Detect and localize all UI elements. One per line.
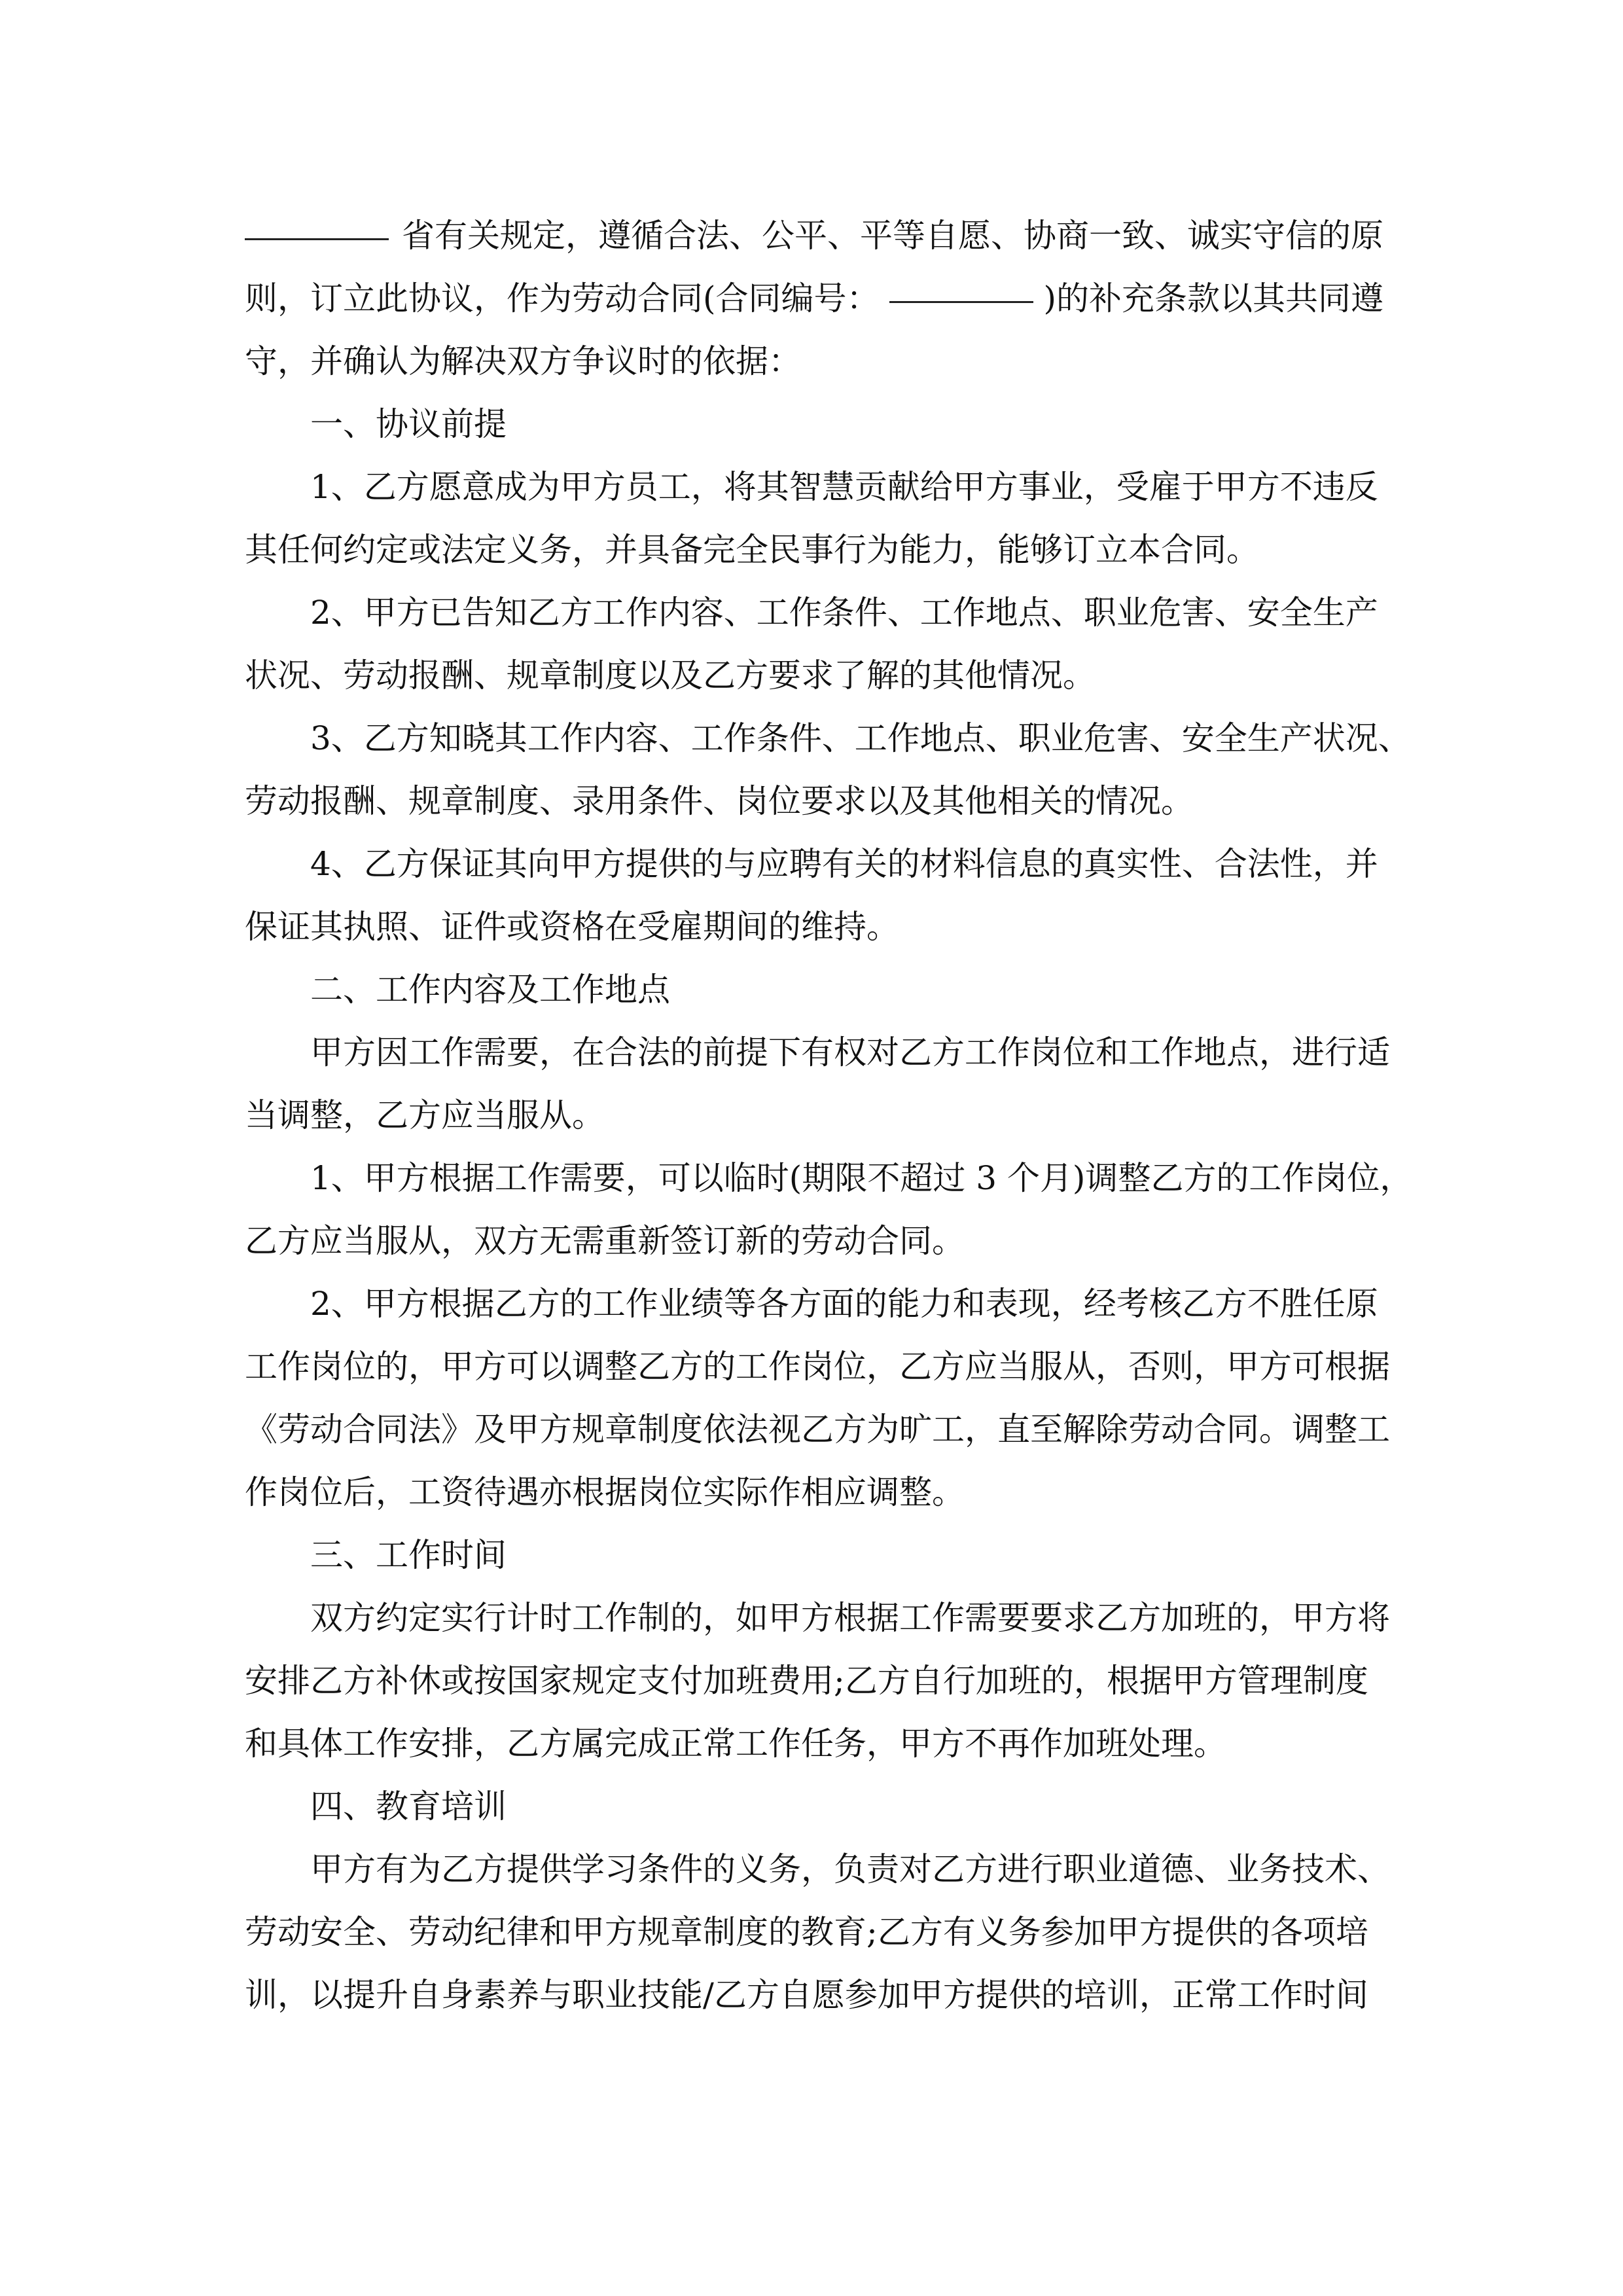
- text-line: 甲方有为乙方提供学习条件的义务，负责对乙方进行职业道德、业务技术、: [310, 1850, 1390, 1888]
- text-line: 1、甲方根据工作需要，可以临时(期限不超过 3 个月)调整乙方的工作岗位，: [310, 1159, 1413, 1197]
- text-line: 1、乙方愿意成为甲方员工，将其智慧贡献给甲方事业，受雇于甲方不违反: [310, 468, 1378, 506]
- text-line: 当调整，乙方应当服从。: [245, 1096, 605, 1134]
- text-line: 训，以提升自身素养与职业技能/乙方自愿参加甲方提供的培训，正常工作时间: [245, 1976, 1368, 2014]
- text-line: [245, 267, 1383, 330]
- blank-field-province[interactable]: [245, 204, 389, 240]
- text-line: 保证其执照、证件或资格在受雇期间的维持。: [245, 908, 899, 946]
- text-line: 作岗位后，工资待遇亦根据岗位实际作相应调整。: [245, 1473, 965, 1511]
- text-line: 状况、劳动报酬、规章制度以及乙方要求了解的其他情况。: [245, 656, 1096, 694]
- text-segment: 守，并确认为解决双方争议时的依据：: [245, 342, 801, 380]
- blank-field-contract-number[interactable]: [889, 267, 1033, 303]
- text-line: 劳动安全、劳动纪律和甲方规章制度的教育;乙方有义务参加甲方提供的各项培: [245, 1913, 1368, 1951]
- text-line: 和具体工作安排，乙方属完成正常工作任务，甲方不再作加班处理。: [245, 1725, 1226, 1763]
- text-line: 双方约定实行计时工作制的，如甲方根据工作需要要求乙方加班的，甲方将: [310, 1599, 1390, 1637]
- text-line: 2、甲方根据乙方的工作业绩等各方面的能力和表现，经考核乙方不胜任原: [310, 1285, 1378, 1323]
- text-line: 2、甲方已告知乙方工作内容、工作条件、工作地点、职业危害、安全生产: [310, 594, 1378, 632]
- text-line: [245, 204, 1383, 267]
- text-line: 甲方因工作需要，在合法的前提下有权对乙方工作岗位和工作地点，进行适: [310, 1033, 1390, 1071]
- text-segment: 则，订立此协议，作为劳动合同(合同编号：: [245, 279, 880, 317]
- section-heading: 二、工作内容及工作地点: [310, 971, 670, 1009]
- section-heading: 四、教育培训: [310, 1787, 507, 1825]
- text-line: 其任何约定或法定义务，并具备完全民事行为能力，能够订立本合同。: [245, 531, 1259, 569]
- text-line: 3、乙方知晓其工作内容、工作条件、工作地点、职业危害、安全生产状况、: [310, 719, 1411, 757]
- text-line: [245, 330, 1383, 393]
- text-line: 4、乙方保证其向甲方提供的与应聘有关的材料信息的真实性、合法性，并: [310, 845, 1378, 883]
- text-line: 劳动报酬、规章制度、录用条件、岗位要求以及其他相关的情况。: [245, 782, 1194, 820]
- text-segment: )的补充条款以其共同遵: [1043, 279, 1383, 317]
- text-line: 《劳动合同法》及甲方规章制度依法视乙方为旷工，直至解除劳动合同。调整工: [245, 1410, 1390, 1448]
- text-line: 乙方应当服从，双方无需重新签订新的劳动合同。: [245, 1222, 965, 1260]
- text-line: 工作岗位的，甲方可以调整乙方的工作岗位，乙方应当服从，否则，甲方可根据: [245, 1348, 1390, 1386]
- text-segment: 省有关规定，遵循合法、公平、平等自愿、协商一致、诚实守信的原: [402, 217, 1383, 255]
- section-heading: 三、工作时间: [310, 1536, 507, 1574]
- text-line: 安排乙方补休或按国家规定支付加班费用;乙方自行加班的，根据甲方管理制度: [245, 1662, 1368, 1700]
- document-page: [245, 204, 1413, 2026]
- section-heading: 一、协议前提: [310, 405, 507, 443]
